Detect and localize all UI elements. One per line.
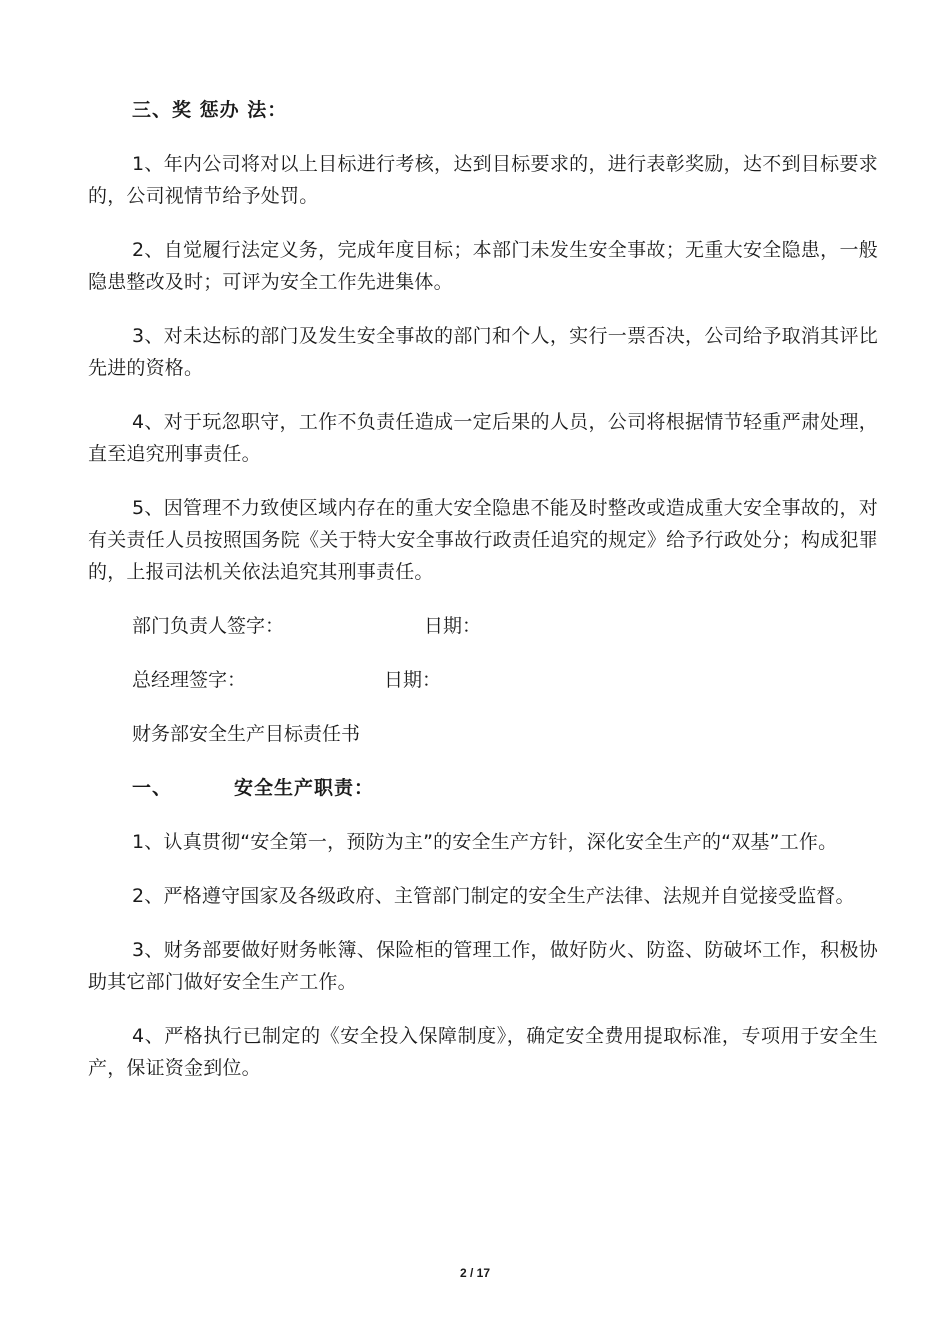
signature-line-general-manager xyxy=(88,664,878,696)
gm-date-label: 日期： xyxy=(384,669,442,691)
duty-item-1: 1、认真贯彻“安全第一，预防为主”的安全生产方针，深化安全生产的“双基”工作。 xyxy=(132,831,838,853)
gm-signature-label: 总经理签字： xyxy=(132,669,247,691)
duty-item-3: 3、财务部要做好财务帐簿、保险柜的管理工作，做好防火、防盗、防破坏工作，积极协助其它部门做好安全生产工作。 xyxy=(88,939,878,993)
duty-item-4: 4、严格执行已制定的《安全投入保障制度》，确定安全费用提取标准，专项用于安全生产，保证资金到位。 xyxy=(88,1025,878,1079)
paragraph-item-5: 5、因管理不力致使区域内存在的重大安全隐患不能及时整改或造成重大安全事故的，对有关责任人员按照国务院《关于特大安全事故行政责任追究的规定》给予行政处分；构成犯罪的，上报司法机关依法追究其刑事责任。 xyxy=(88,497,878,583)
document-body xyxy=(88,94,878,1106)
section-heading-rewards-penalties: 三、奖 惩办 法： xyxy=(132,99,288,121)
duty-item-2: 2、严格遵守国家及各级政府、主管部门制定的安全生产法律、法规并自觉接受监督。 xyxy=(132,885,855,907)
paragraph-item-2: 2、自觉履行法定义务，完成年度目标；本部门未发生安全事故；无重大安全隐患，一般隐患整改及时；可评为安全工作先进集体。 xyxy=(88,239,878,293)
paragraph-item-3: 3、对未达标的部门及发生安全事故的部门和个人，实行一票否决，公司给予取消其评比先进的资格。 xyxy=(88,325,878,379)
section-title: 安全生产职责： xyxy=(234,777,375,799)
dept-signature-label: 部门负责人签字： xyxy=(132,615,285,637)
paragraph-item-1: 1、年内公司将对以上目标进行考核，达到目标要求的，进行表彰奖励，达不到目标要求的，公司视情节给予处罚。 xyxy=(88,153,878,207)
page-number-footer: 2 / 17 xyxy=(459,1266,491,1280)
section-number: 一、 xyxy=(132,777,173,799)
section-heading-safety-duties xyxy=(88,772,878,804)
dept-date-label: 日期： xyxy=(424,615,482,637)
signature-line-department-head xyxy=(88,610,878,642)
paragraph-item-4: 4、对于玩忽职守，工作不负责任造成一定后果的人员，公司将根据情节轻重严肃处理，直至追究刑事责任。 xyxy=(88,411,878,465)
document-title: 财务部安全生产目标责任书 xyxy=(132,723,361,745)
